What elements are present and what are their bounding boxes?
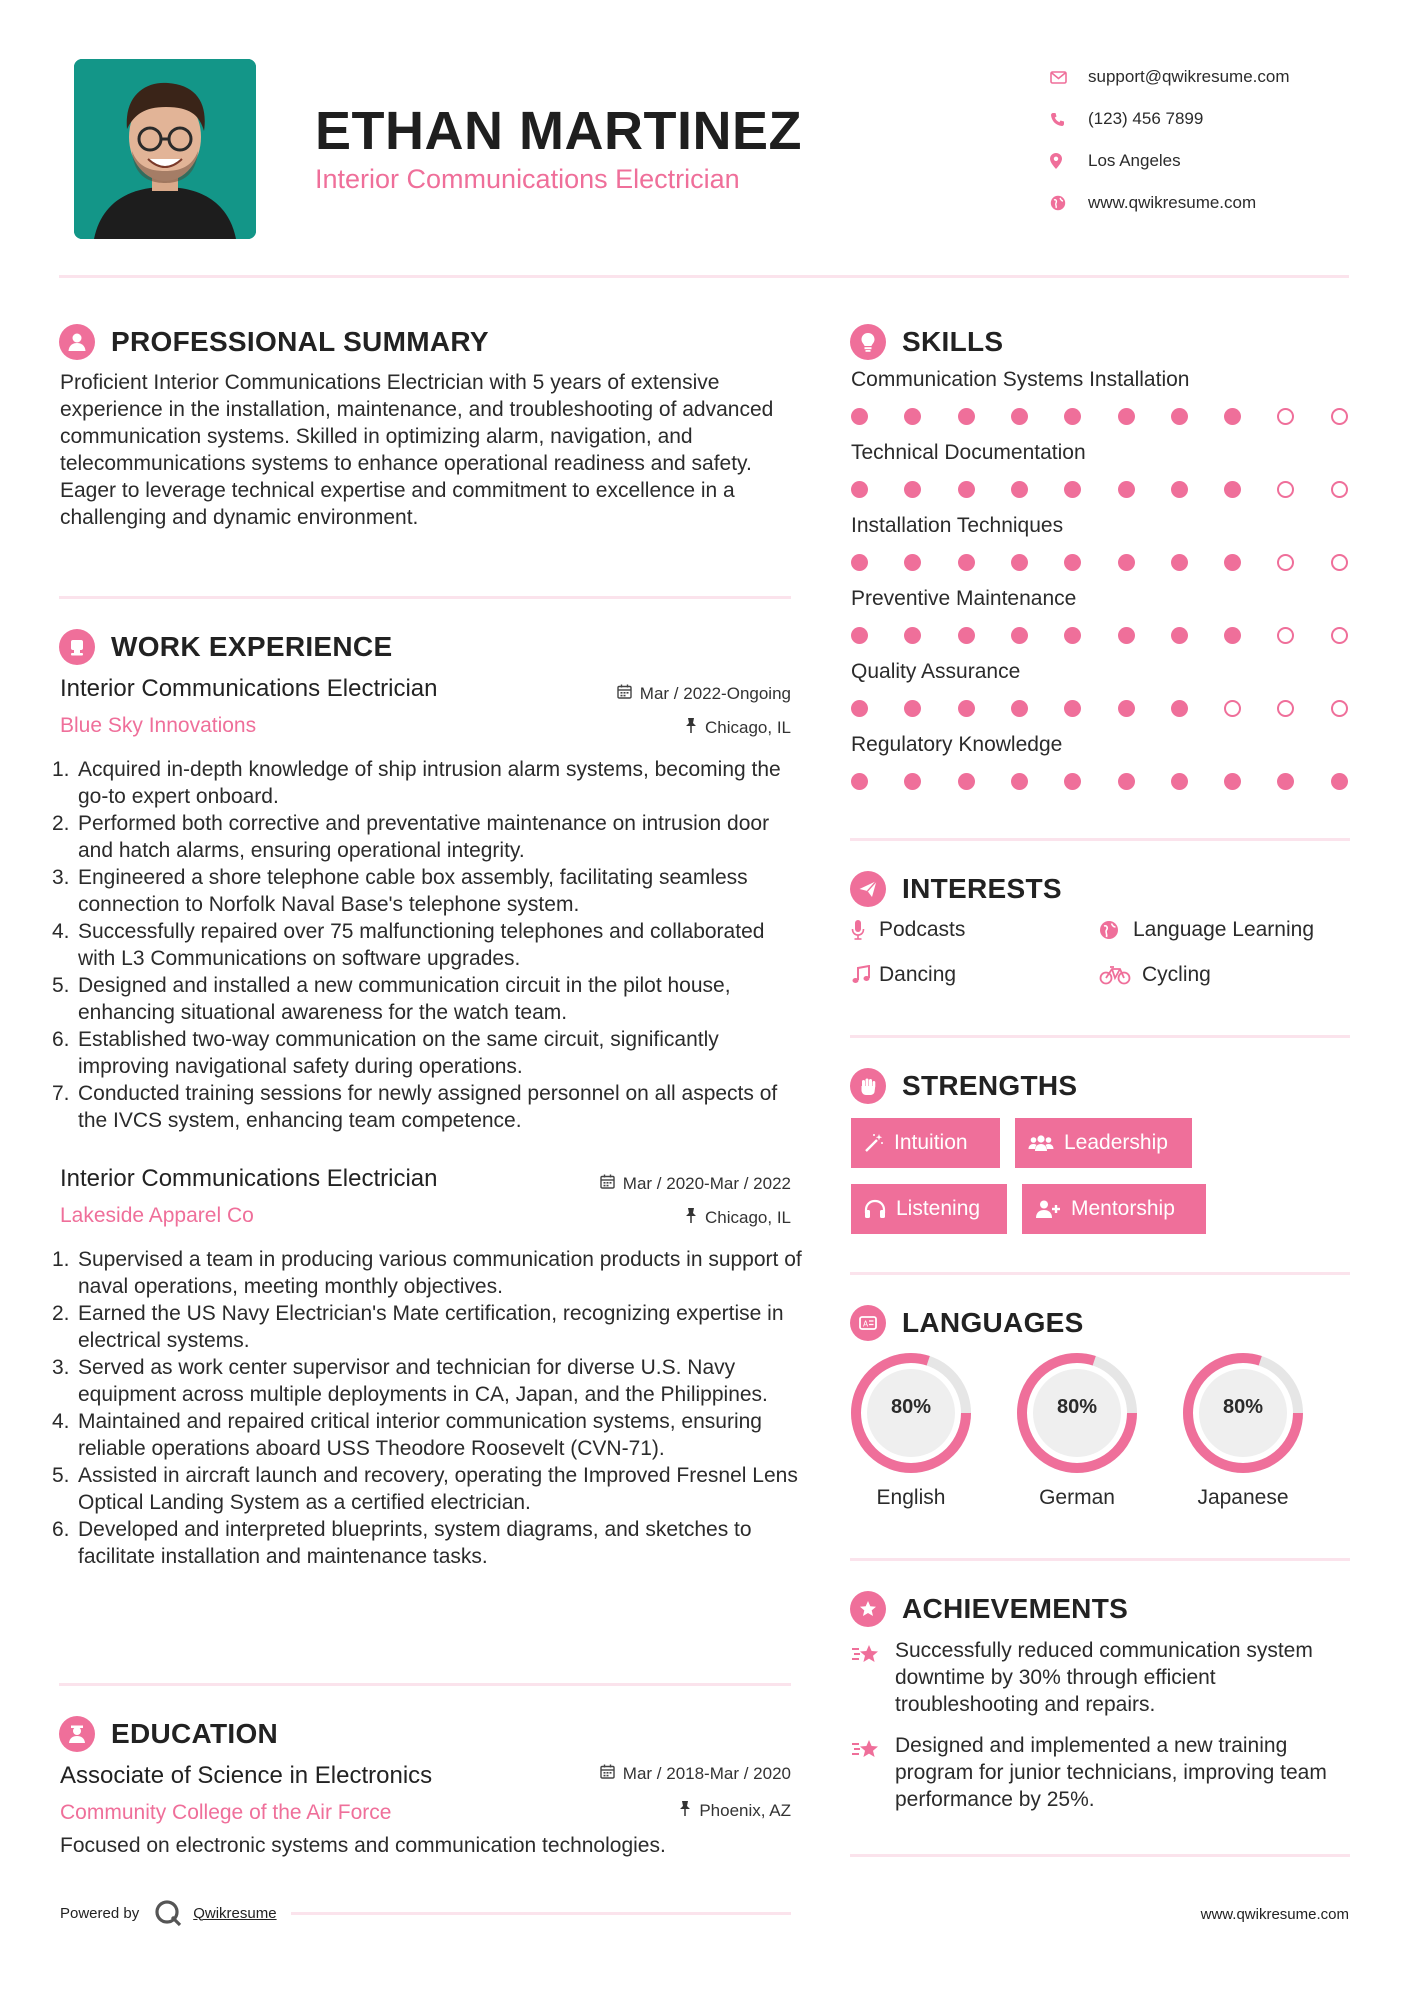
responsibility-item (52, 756, 802, 810)
rating-dot-filled (958, 408, 975, 425)
rating-dot-filled (1224, 773, 1241, 790)
responsibility-text: Established two-way communication on the same circuit, significantly improving navigational safety during operations. (78, 1028, 719, 1078)
section-title: INTERESTS (902, 873, 1062, 904)
pushpin-icon (685, 718, 697, 738)
lightbulb-icon (850, 324, 886, 360)
strength-tag (1015, 1118, 1192, 1168)
rating-dot-empty (1331, 700, 1348, 717)
strength-tag (851, 1184, 1007, 1234)
contact-phone[interactable] (1050, 98, 1370, 140)
section-divider (59, 1683, 791, 1686)
map-pin-icon (1050, 153, 1088, 169)
music-note-icon (851, 965, 879, 985)
strength-label: Intuition (894, 1131, 968, 1154)
rating-dot-filled (904, 481, 921, 498)
responsibility-item (52, 1408, 802, 1462)
rating-dot-filled (958, 700, 975, 717)
skill-name: Communication Systems Installation (851, 368, 1190, 391)
rating-dot-filled (851, 408, 868, 425)
responsibility-text: Supervised a team in producing various communication products in support of naval operations, meeting monthly objectives. (78, 1248, 802, 1298)
skill-name: Regulatory Knowledge (851, 733, 1063, 756)
interest-item (851, 963, 956, 987)
rating-dot-filled (1011, 481, 1028, 498)
section-divider (850, 1558, 1350, 1561)
job-title: Interior Communications Electrician (60, 675, 438, 702)
globe-icon (1050, 195, 1088, 211)
rating-dot-empty (1331, 627, 1348, 644)
rating-dot-empty (1277, 700, 1294, 717)
users-icon (1028, 1133, 1054, 1153)
list-number: 3. (52, 866, 70, 889)
summary-text: Proficient Interior Communications Electrician with 5 years of extensive experience in the installation, maintenance, and troubleshooting of advanced communication systems. Skilled in optimizing alarm, navigation, and telecommunications systems to enhance operational readiness and safety. Eager to leverage technical expertise and commitment to excellence in a challenging and dynamic environment. (60, 371, 774, 529)
rating-dot-filled (1171, 627, 1188, 644)
language-name: Japanese (1197, 1486, 1289, 1509)
rating-dot-empty (1277, 408, 1294, 425)
pushpin-icon (679, 1801, 691, 1821)
language-name: German (1039, 1486, 1115, 1509)
job-location (685, 1208, 791, 1228)
interest-item (1099, 963, 1211, 987)
envelope-icon (1050, 71, 1088, 84)
list-number: 2. (52, 1302, 70, 1325)
footer-website[interactable]: www.qwikresume.com (1200, 1906, 1349, 1923)
language-item (1182, 1352, 1304, 1510)
rating-dot-filled (904, 554, 921, 571)
strengths-header (850, 1066, 1077, 1106)
responsibility-item (52, 1354, 802, 1408)
rating-dot-filled (1011, 627, 1028, 644)
list-number: 3. (52, 1356, 70, 1379)
rating-dot-filled (1277, 773, 1294, 790)
responsibility-text: Served as work center supervisor and technician for diverse U.S. Navy equipment across multiple deployments in CA, Japan, and the Philippines. (78, 1356, 768, 1406)
list-number: 5. (52, 1464, 70, 1487)
location-text: Los Angeles (1088, 151, 1181, 170)
rating-dot-filled (1224, 554, 1241, 571)
footer-powered-by (60, 1898, 791, 1928)
skill-name: Installation Techniques (851, 514, 1064, 537)
skill-rating (851, 408, 1351, 428)
skill-rating (851, 481, 1351, 501)
section-divider (850, 838, 1350, 841)
strength-label: Listening (896, 1197, 981, 1220)
rating-dot-filled (904, 773, 921, 790)
candidate-name: ETHAN MARTINEZ (315, 101, 802, 161)
achievements-header (850, 1589, 1128, 1629)
strength-tag (1022, 1184, 1206, 1234)
profile-photo (74, 59, 256, 239)
rating-dot-filled (1171, 408, 1188, 425)
rating-dot-filled (1064, 627, 1081, 644)
education-dates (600, 1764, 791, 1784)
header-divider (59, 275, 1349, 278)
headphones-icon (864, 1199, 886, 1219)
email-text: support@qwikresume.com (1088, 67, 1290, 86)
list-number: 1. (52, 1248, 70, 1271)
rating-dot-filled (1011, 554, 1028, 571)
language-percent: 80% (1222, 1396, 1264, 1418)
rating-dot-filled (851, 481, 868, 498)
list-number: 5. (52, 974, 70, 997)
education-header (59, 1714, 278, 1754)
job-company: Lakeside Apparel Co (60, 1204, 254, 1227)
section-title: LANGUAGES (902, 1307, 1084, 1338)
interest-label: Cycling (1142, 963, 1211, 986)
rating-dot-filled (904, 627, 921, 644)
rating-dot-filled (851, 554, 868, 571)
responsibility-item (52, 1300, 802, 1354)
rating-dot-empty (1331, 408, 1348, 425)
briefcase-icon (59, 629, 95, 665)
graduation-icon (59, 1716, 95, 1752)
responsibility-item (52, 972, 802, 1026)
section-divider (59, 596, 791, 599)
strength-label: Mentorship (1071, 1197, 1175, 1220)
footer-divider (291, 1912, 791, 1915)
skill-rating (851, 554, 1351, 574)
list-number: 4. (52, 1410, 70, 1433)
rating-dot-filled (958, 481, 975, 498)
language-name: English (876, 1486, 946, 1509)
responsibility-text: Earned the US Navy Electrician's Mate certification, recognizing expertise in electrical systems. (78, 1302, 784, 1352)
responsibility-item (52, 1462, 802, 1516)
responsibility-text: Engineered a shore telephone cable box assembly, facilitating seamless connection to Norfolk Naval Base's telephone system. (78, 866, 748, 916)
rating-dot-filled (904, 700, 921, 717)
rating-dot-filled (1224, 481, 1241, 498)
job-location (685, 718, 791, 738)
strength-tag (851, 1118, 1000, 1168)
rating-dot-filled (1064, 481, 1081, 498)
interest-label: Language Learning (1133, 918, 1315, 941)
rating-dot-filled (1224, 408, 1241, 425)
rating-dot-filled (1118, 408, 1135, 425)
list-number: 6. (52, 1518, 70, 1541)
location-text: Phoenix, AZ (699, 1801, 791, 1820)
contact-location (1050, 140, 1370, 182)
summary-header (59, 322, 489, 362)
star-badge-icon (850, 1591, 886, 1627)
section-title: STRENGTHS (902, 1070, 1078, 1101)
rating-dot-filled (1118, 627, 1135, 644)
dates-text: Mar / 2020-Mar / 2022 (622, 1174, 791, 1193)
phone-icon (1050, 112, 1088, 127)
rating-dot-filled (1064, 554, 1081, 571)
responsibility-item (52, 1080, 802, 1134)
responsibility-item (52, 1246, 802, 1300)
language-icon (850, 1305, 886, 1341)
rating-dot-filled (1064, 408, 1081, 425)
rating-dot-empty (1277, 554, 1294, 571)
rating-dot-filled (851, 700, 868, 717)
rating-dot-filled (1171, 554, 1188, 571)
user-icon (59, 324, 95, 360)
contact-website[interactable] (1050, 182, 1370, 224)
contact-info (1050, 56, 1370, 224)
interest-item (1099, 918, 1314, 942)
rating-dot-empty (1224, 700, 1241, 717)
dates-text: Mar / 2022-Ongoing (639, 684, 791, 703)
list-number: 7. (52, 1082, 70, 1105)
rating-dot-filled (851, 627, 868, 644)
paper-plane-icon (850, 871, 886, 907)
responsibility-text: Assisted in aircraft launch and recovery, operating the Improved Fresnel Lens Optical Landing System as a certified electrician. (78, 1464, 798, 1514)
strength-label: Leadership (1064, 1131, 1168, 1154)
calendar-icon (600, 1174, 615, 1194)
rating-dot-empty (1331, 554, 1348, 571)
education-description: Focused on electronic systems and communication technologies. (60, 1834, 666, 1857)
section-divider (850, 1272, 1350, 1275)
candidate-title: Interior Communications Electrician (315, 164, 740, 194)
language-percent: 80% (1056, 1396, 1098, 1418)
responsibility-item (52, 864, 802, 918)
rating-dot-filled (1064, 773, 1081, 790)
pushpin-icon (685, 1208, 697, 1228)
avatar-illustration (74, 59, 256, 239)
location-text: Chicago, IL (705, 1208, 791, 1227)
list-number: 1. (52, 758, 70, 781)
rating-dot-filled (1118, 773, 1135, 790)
section-title: EDUCATION (111, 1718, 279, 1749)
skill-rating (851, 773, 1351, 793)
responsibility-item (52, 918, 802, 972)
rating-dot-empty (1277, 481, 1294, 498)
skill-name: Quality Assurance (851, 660, 1021, 683)
responsibility-text: Successfully repaired over 75 malfunctioning telephones and collaborated with L3 Communications on software upgrades. (78, 920, 765, 970)
skill-rating (851, 627, 1351, 647)
language-item (1016, 1352, 1138, 1510)
fist-icon (850, 1068, 886, 1104)
interest-label: Podcasts (879, 918, 966, 941)
skill-rating (851, 700, 1351, 720)
rating-dot-filled (1064, 700, 1081, 717)
section-title: WORK EXPERIENCE (111, 631, 393, 662)
school-name: Community College of the Air Force (60, 1801, 392, 1824)
calendar-icon (617, 684, 632, 704)
rating-dot-filled (1118, 700, 1135, 717)
skill-name: Technical Documentation (851, 441, 1086, 464)
rating-dot-filled (1331, 773, 1348, 790)
brand-link[interactable]: Qwikresume (193, 1904, 277, 1922)
calendar-icon (600, 1764, 615, 1784)
dates-text: Mar / 2018-Mar / 2020 (622, 1764, 791, 1783)
section-divider (850, 1854, 1350, 1857)
job-title: Interior Communications Electrician (60, 1165, 438, 1192)
job-company: Blue Sky Innovations (60, 714, 257, 737)
list-number: 4. (52, 920, 70, 943)
achievement-item (851, 1732, 1351, 1813)
languages-header (850, 1303, 1084, 1343)
degree-title: Associate of Science in Electronics (60, 1762, 433, 1789)
rating-dot-filled (904, 408, 921, 425)
powered-by-text: Powered by (60, 1904, 140, 1922)
job-dates (617, 684, 791, 704)
list-number: 2. (52, 812, 70, 835)
responsibility-text: Designed and installed a new communication circuit in the pilot house, enhancing situational awareness for the watch team. (78, 974, 731, 1024)
interest-item (851, 918, 965, 942)
responsibility-text: Developed and interpreted blueprints, system diagrams, and sketches to facilitate installation and maintenance tasks. (78, 1518, 752, 1568)
rating-dot-filled (958, 627, 975, 644)
responsibility-text: Performed both corrective and preventative maintenance on intrusion door and hatch alarms, ensuring operational integrity. (78, 812, 770, 862)
rating-dot-filled (1171, 773, 1188, 790)
section-title: SKILLS (902, 326, 1004, 357)
skills-header (850, 322, 1003, 362)
job-responsibilities (52, 756, 802, 1134)
job-responsibilities (52, 1246, 802, 1570)
rating-dot-filled (1011, 773, 1028, 790)
language-item (850, 1352, 972, 1510)
list-number: 6. (52, 1028, 70, 1051)
shooting-star-icon (851, 1637, 895, 1718)
globe-icon (1099, 920, 1133, 940)
rating-dot-filled (1171, 700, 1188, 717)
skill-name: Preventive Maintenance (851, 587, 1077, 610)
section-divider (850, 1035, 1350, 1038)
responsibility-item (52, 810, 802, 864)
language-percent: 80% (890, 1396, 932, 1418)
rating-dot-filled (851, 773, 868, 790)
job-dates (600, 1174, 791, 1194)
education-location (679, 1801, 791, 1821)
responsibility-text: Acquired in-depth knowledge of ship intrusion alarm systems, becoming the go-to expert onboard. (78, 758, 781, 808)
responsibility-text: Maintained and repaired critical interior communication systems, ensuring reliable operations aboard USS Theodore Roosevelt (CVN-71). (78, 1410, 762, 1460)
achievement-text: Successfully reduced communication system downtime by 30% through efficient troubleshooting and repairs. (895, 1639, 1313, 1716)
shooting-star-icon (851, 1732, 895, 1813)
location-text: Chicago, IL (705, 718, 791, 737)
rating-dot-filled (1171, 481, 1188, 498)
experience-header (59, 627, 392, 667)
user-plus-icon (1035, 1199, 1061, 1219)
section-title: ACHIEVEMENTS (902, 1593, 1129, 1624)
interest-label: Dancing (879, 963, 957, 986)
magic-wand-icon (864, 1133, 884, 1153)
rating-dot-filled (1011, 700, 1028, 717)
rating-dot-empty (1277, 627, 1294, 644)
svg-text:A: A (863, 1319, 869, 1329)
rating-dot-filled (1118, 554, 1135, 571)
rating-dot-empty (1331, 481, 1348, 498)
bicycle-icon (1099, 965, 1142, 985)
website-text: www.qwikresume.com (1088, 193, 1257, 212)
rating-dot-filled (1224, 627, 1241, 644)
phone-text: (123) 456 7899 (1088, 109, 1204, 128)
rating-dot-filled (1011, 408, 1028, 425)
qwikresume-logo-icon (153, 1898, 183, 1928)
rating-dot-filled (958, 773, 975, 790)
achievement-text: Designed and implemented a new training program for junior technicians, improving team performance by 25%. (895, 1734, 1327, 1811)
contact-email[interactable] (1050, 56, 1370, 98)
rating-dot-filled (1118, 481, 1135, 498)
interests-header (850, 869, 1062, 909)
achievement-item (851, 1637, 1351, 1718)
microphone-icon (851, 920, 879, 940)
responsibility-item (52, 1516, 802, 1570)
responsibility-text: Conducted training sessions for newly assigned personnel on all aspects of the IVCS system, enhancing team competence. (78, 1082, 778, 1132)
rating-dot-filled (958, 554, 975, 571)
responsibility-item (52, 1026, 802, 1080)
section-title: PROFESSIONAL SUMMARY (111, 326, 489, 357)
